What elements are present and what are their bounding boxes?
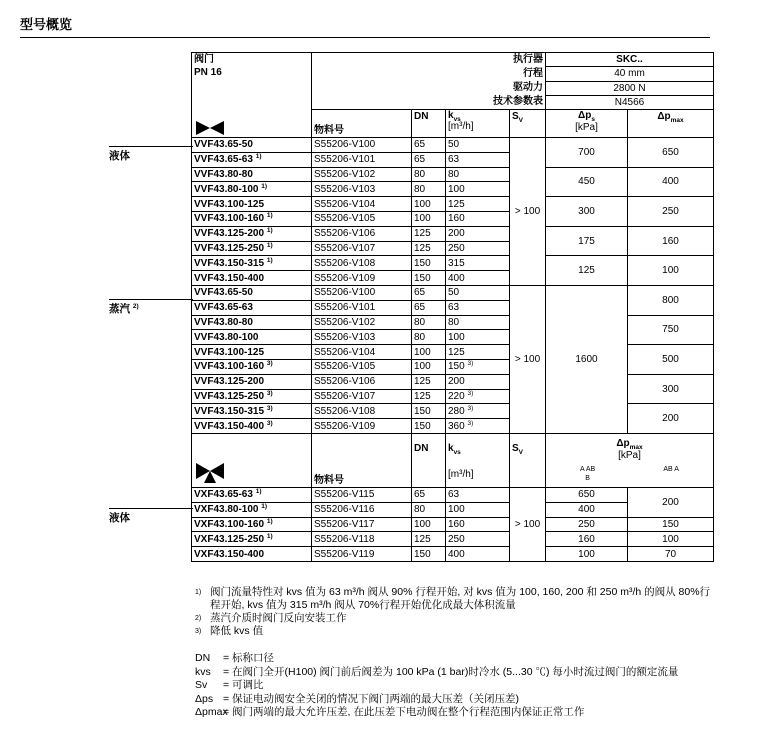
abbreviation: DN = 标称口径: [195, 652, 275, 664]
dn-cell: 150: [412, 404, 446, 419]
col-partno: 物料号: [312, 110, 412, 138]
partno-cell: S55206-V108: [312, 256, 412, 271]
force-value: 2800 N: [546, 81, 714, 95]
col-dpmax: $\Delta p_{max}$: [628, 110, 714, 138]
table-row: [192, 487, 714, 502]
abbreviations: [195, 652, 678, 720]
col-kvs: $k_{vs}$ [m³/h]: [446, 110, 510, 138]
kvs-cell: 63: [446, 487, 510, 502]
model-cell: VVF43.100-125: [192, 197, 312, 212]
model-cell: VVF43.125-250 $^{1)}$: [192, 241, 312, 256]
kvs-cell: 125: [446, 197, 510, 212]
three-way-valve-icon: [196, 461, 226, 483]
table-row: [192, 547, 714, 562]
model-cell: VVF43.65-63 $^{1)}$: [192, 152, 312, 167]
model-cell: VVF43.125-250 $^{3)}$: [192, 389, 312, 404]
partno-cell: S55206-V106: [312, 226, 412, 241]
kvs-cell: 360 $^{3)}$: [446, 419, 510, 434]
kvs-cell: 250: [446, 241, 510, 256]
dps-cell: 160: [546, 532, 628, 547]
dn-cell: 80: [412, 330, 446, 345]
dpmax-cell: 500: [628, 345, 714, 375]
dpmax-cell: 100: [628, 532, 714, 547]
dpmax-cell: 300: [628, 374, 714, 404]
section-liquid-3way: 液体: [109, 508, 193, 525]
dps-cell: 700: [546, 138, 628, 168]
dn-cell: 65: [412, 300, 446, 315]
valve-header-cell: 阀门 PN 16: [192, 53, 312, 138]
dn-cell: 65: [412, 487, 446, 502]
kvs-cell: 160: [446, 517, 510, 532]
model-cell: VVF43.80-80: [192, 167, 312, 182]
model-cell: VVF43.65-50: [192, 285, 312, 300]
partno-cell: S55206-V105: [312, 211, 412, 226]
dpmax-cell: 200: [628, 487, 714, 517]
dn-cell: 125: [412, 532, 446, 547]
kvs-cell: 100: [446, 502, 510, 517]
col-partno-3way: 物料号: [312, 433, 412, 487]
partno-cell: S55206-V101: [312, 152, 412, 167]
model-cell: VVF43.100-160 $^{1)}$: [192, 211, 312, 226]
partno-cell: S55206-V102: [312, 315, 412, 330]
table-row: [192, 517, 714, 532]
kvs-cell: 80: [446, 315, 510, 330]
kvs-cell: 63: [446, 300, 510, 315]
kvs-cell: 400: [446, 547, 510, 562]
dn-cell: 100: [412, 345, 446, 360]
partno-cell: S55206-V118: [312, 532, 412, 547]
table-row: [192, 167, 714, 182]
col-dps: $\Delta p_s$ [kPa]: [546, 110, 628, 138]
dn-cell: 80: [412, 315, 446, 330]
partno-cell: S55206-V104: [312, 197, 412, 212]
model-cell: VVF43.150-400 $^{3)}$: [192, 419, 312, 434]
actuator-value: SKC..: [546, 53, 714, 67]
partno-cell: S55206-V100: [312, 138, 412, 153]
kvs-cell: 200: [446, 374, 510, 389]
abbreviation: kvs = 在阀门全开(H100) 阀门前后阀差为 100 kPa (1 bar)时冷水 (5...30 ℃) 每小时流过阀门的额定流量: [195, 665, 679, 678]
partno-cell: S55206-V115: [312, 487, 412, 502]
actuator-labels: 执行器 行程 驱动力 技术参数表: [312, 53, 546, 110]
dpmax-cell: 750: [628, 315, 714, 345]
abbreviation: Δpmax = 阀门两端的最大允许压差, 在此压差下电动阀在整个行程范围内保证正常工作: [195, 706, 585, 718]
model-cell: VVF43.80-100: [192, 330, 312, 345]
model-cell: VXF43.80-100 $^{1)}$: [192, 502, 312, 517]
model-cell: VVF43.100-125: [192, 345, 312, 360]
dn-cell: 100: [412, 197, 446, 212]
dps-cell: 450: [546, 167, 628, 197]
table-row: [192, 532, 714, 547]
model-cell: VVF43.65-50: [192, 138, 312, 153]
dn-cell: 125: [412, 241, 446, 256]
page-title: 型号概览: [20, 17, 73, 32]
model-cell: VVF43.125-200 $^{1)}$: [192, 226, 312, 241]
dpmax-cell: 150: [628, 517, 714, 532]
partno-cell: S55206-V104: [312, 345, 412, 360]
dpmax-cell: 800: [628, 285, 714, 315]
dps-cell: 100: [546, 547, 628, 562]
dn-cell: 100: [412, 517, 446, 532]
dn-cell: 150: [412, 256, 446, 271]
dps-cell: 125: [546, 256, 628, 286]
col-dp-3way: $\Delta p_{max}$ [kPa] A AB B AB A: [546, 433, 714, 487]
model-cell: VVF43.80-80: [192, 315, 312, 330]
sv-cell: > 100: [510, 138, 546, 286]
partno-cell: S55206-V103: [312, 330, 412, 345]
partno-cell: S55206-V105: [312, 359, 412, 374]
model-cell: VVF43.150-400: [192, 271, 312, 286]
abbreviation: Sv = 可调比: [195, 679, 264, 691]
model-cell: VVF43.125-200: [192, 374, 312, 389]
col-dn-3way: DN: [412, 433, 446, 487]
kvs-cell: 50: [446, 285, 510, 300]
partno-cell: S55206-V101: [312, 300, 412, 315]
dn-cell: 150: [412, 547, 446, 562]
kvs-cell: 280 $^{3)}$: [446, 404, 510, 419]
dps-cell: 400: [546, 502, 628, 517]
dpmax-cell: 200: [628, 404, 714, 434]
table-row: [192, 374, 714, 389]
section-steam: 蒸汽 $^{2)}$: [109, 299, 193, 316]
partno-cell: S55206-V107: [312, 241, 412, 256]
model-cell: VVF43.80-100 $^{1)}$: [192, 182, 312, 197]
kvs-cell: 315: [446, 256, 510, 271]
col-sv-3way: $S_V$: [510, 433, 546, 487]
partno-cell: S55206-V117: [312, 517, 412, 532]
three-way-header-cell: [192, 433, 312, 487]
model-cell: VXF43.65-63 $^{1)}$: [192, 487, 312, 502]
dn-cell: 65: [412, 138, 446, 153]
partno-cell: S55206-V100: [312, 285, 412, 300]
kvs-cell: 63: [446, 152, 510, 167]
footnote: 2) 蒸汽介质时阀门反向安装工作: [195, 612, 347, 624]
col-dn: DN: [412, 110, 446, 138]
title-rule: [20, 37, 710, 38]
col-sv: $S_V$: [510, 110, 546, 138]
kvs-cell: 160: [446, 211, 510, 226]
model-cell: VVF43.150-315 $^{1)}$: [192, 256, 312, 271]
stroke-value: 40 mm: [546, 67, 714, 81]
table-row: [192, 315, 714, 330]
section-liquid: 液体: [109, 146, 193, 163]
model-cell: VXF43.100-160 $^{1)}$: [192, 517, 312, 532]
dpmax-cell: 400: [628, 167, 714, 197]
partno-cell: S55206-V102: [312, 167, 412, 182]
dps-cell: 650: [546, 487, 628, 502]
partno-cell: S55206-V119: [312, 547, 412, 562]
kvs-cell: 220 $^{3)}$: [446, 389, 510, 404]
kvs-cell: 125: [446, 345, 510, 360]
kvs-cell: 200: [446, 226, 510, 241]
kvs-cell: 100: [446, 182, 510, 197]
footnote: 1) 阀门流量特性对 kvs 值为 63 m³/h 阀从 90% 行程开始, 对 kvs 值为 100, 160, 200 和 250 m³/h 的阀从 80%行程开始, kvs 值为 315 m³/h 阀从 70%行程开始优化成最大体积流量: [195, 586, 711, 611]
table-row: [192, 404, 714, 419]
model-cell: VXF43.125-250 $^{1)}$: [192, 532, 312, 547]
dpmax-cell: 650: [628, 138, 714, 168]
model-cell: VVF43.100-160 $^{3)}$: [192, 359, 312, 374]
partno-cell: S55206-V109: [312, 271, 412, 286]
kvs-cell: 150 $^{3)}$: [446, 359, 510, 374]
partno-cell: S55206-V107: [312, 389, 412, 404]
dpmax-cell: 100: [628, 256, 714, 286]
footnotes: [195, 586, 715, 638]
dps-cell: 1600: [546, 285, 628, 433]
dpmax-cell: 70: [628, 547, 714, 562]
dn-cell: 125: [412, 389, 446, 404]
dn-cell: 80: [412, 182, 446, 197]
datasheet-value: N4566: [546, 95, 714, 109]
dn-cell: 150: [412, 271, 446, 286]
model-cell: VXF43.150-400: [192, 547, 312, 562]
partno-cell: S55206-V109: [312, 419, 412, 434]
dn-cell: 80: [412, 167, 446, 182]
abbreviation: Δps = 保证电动阀安全关闭的情况下阀门两端的最大压差（关闭压差): [195, 692, 520, 705]
col-kvs-3way: $k_{vs}$ [m³/h]: [446, 433, 510, 487]
partno-cell: S55206-V103: [312, 182, 412, 197]
two-way-valve-icon: [196, 121, 224, 135]
model-table: [191, 52, 714, 562]
kvs-cell: 400: [446, 271, 510, 286]
port-ab-b-label: A AB B: [580, 465, 596, 482]
dn-cell: 125: [412, 226, 446, 241]
kvs-cell: 50: [446, 138, 510, 153]
dn-cell: 150: [412, 419, 446, 434]
dpmax-cell: 160: [628, 226, 714, 256]
port-ab-a-label: AB A: [663, 465, 679, 473]
table-row: [192, 345, 714, 360]
partno-cell: S55206-V116: [312, 502, 412, 517]
dps-cell: 250: [546, 517, 628, 532]
dps-cell: 175: [546, 226, 628, 256]
sv-cell: > 100: [510, 285, 546, 433]
dn-cell: 80: [412, 502, 446, 517]
table-row: [192, 285, 714, 300]
footnote: 3) 降低 kvs 值: [195, 625, 264, 637]
partno-cell: S55206-V106: [312, 374, 412, 389]
table-row: [192, 226, 714, 241]
table-row: [192, 197, 714, 212]
dn-cell: 125: [412, 374, 446, 389]
dn-cell: 100: [412, 359, 446, 374]
model-cell: VVF43.150-315 $^{3)}$: [192, 404, 312, 419]
dpmax-cell: 250: [628, 197, 714, 227]
kvs-cell: 100: [446, 330, 510, 345]
dn-cell: 65: [412, 285, 446, 300]
dn-cell: 100: [412, 211, 446, 226]
partno-cell: S55206-V108: [312, 404, 412, 419]
kvs-cell: 250: [446, 532, 510, 547]
kvs-cell: 80: [446, 167, 510, 182]
model-cell: VVF43.65-63: [192, 300, 312, 315]
dn-cell: 65: [412, 152, 446, 167]
table-row: [192, 256, 714, 271]
table-row: [192, 138, 714, 153]
dps-cell: 300: [546, 197, 628, 227]
sv-cell: > 100: [510, 487, 546, 561]
